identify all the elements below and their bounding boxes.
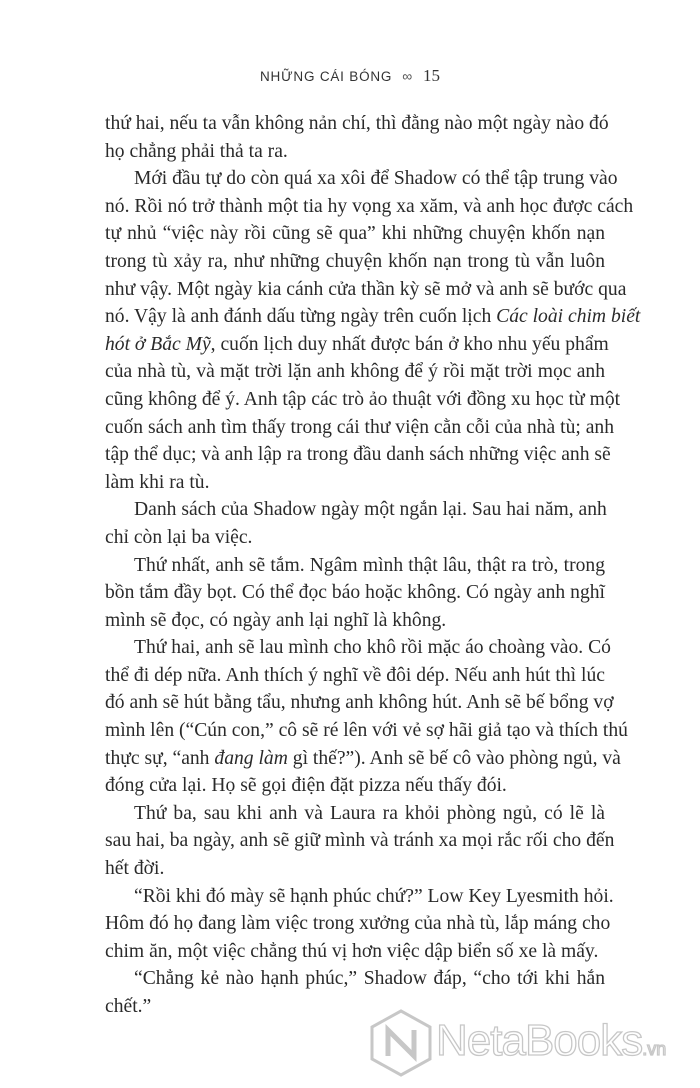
text-line: [105, 552, 605, 580]
text-segment: chim ăn, một việc chẳng thú vị hơn việc dập biển số xe là mấy.: [105, 940, 599, 962]
paragraph: [105, 110, 609, 165]
text-line: [105, 358, 605, 386]
text-line: [105, 772, 605, 800]
text-segment: nó. Vậy là anh đánh dấu từng ngày trên cuốn lịch: [105, 306, 497, 328]
text-line: [105, 634, 611, 662]
watermark-brand: NetaBooks: [436, 1016, 643, 1065]
text-segment: “Chẳng kẻ nào hạnh phúc,” Shadow đáp, “cho tới khi hắn: [134, 968, 605, 990]
text-segment: Thứ nhất, anh sẽ tắm. Ngâm mình thật lâu, thật ra trò, trong: [134, 554, 605, 576]
text-line: [105, 220, 605, 248]
paragraph: [105, 496, 605, 551]
text-line: [105, 827, 615, 855]
paragraph: [105, 552, 605, 635]
body-text: [105, 110, 641, 1021]
text-line: [105, 883, 614, 911]
text-line: [105, 193, 634, 221]
text-segment: tự nhủ “việc này rồi cũng sẽ qua” khi những chuyện khốn nạn: [105, 223, 605, 245]
page-number: 15: [423, 66, 441, 85]
text-line: [105, 607, 605, 635]
text-segment: sau hai, ba ngày, anh sẽ giữ mình và tránh xa mọi rắc rối cho đến: [105, 830, 615, 852]
watermark: [368, 1008, 698, 1078]
text-line: [105, 800, 605, 828]
text-line: [105, 469, 605, 497]
text-line: [105, 745, 621, 773]
text-segment: họ chẳng phải thả ta ra.: [105, 140, 288, 162]
chapter-title: NHỮNG CÁI BÓNG: [259, 69, 393, 84]
text-segment: đóng cửa lại. Họ sẽ gọi điện đặt pizza nếu thấy đói.: [105, 775, 507, 797]
text-segment: nó. Rồi nó trở thành một tia hy vọng xa xăm, và anh học được cách: [105, 195, 634, 217]
text-line: [105, 938, 605, 966]
text-segment: chết.”: [105, 996, 152, 1017]
text-segment: mình sẽ đọc, có ngày anh lại nghĩ là không.: [105, 609, 447, 631]
text-segment: của nhà tù, và mặt trời lặn anh không để ý rồi mặt trời mọc anh: [105, 361, 605, 383]
text-line: [105, 965, 605, 993]
text-line: [105, 496, 605, 524]
text-line: [105, 248, 605, 276]
italic-text: đang làm: [214, 747, 288, 769]
text-segment: , cuốn lịch duy nhất được bán ở kho nhu yếu phẩm: [210, 333, 609, 355]
text-segment: Danh sách của Shadow ngày một ngắn lại. Sau hai năm, anh: [134, 499, 607, 521]
text-segment: thể đi dép nữa. Anh thích ý nghĩ về đôi dép. Nếu anh hút thì lúc: [105, 664, 605, 686]
text-line: [105, 662, 605, 690]
text-segment: “Rồi khi đó mày sẽ hạnh phúc chứ?” Low Key Lyesmith hỏi.: [134, 885, 614, 907]
text-line: [105, 414, 615, 442]
paragraph: [105, 165, 641, 496]
text-segment: làm khi ra tù.: [105, 471, 210, 493]
running-header: [0, 66, 700, 86]
text-line: [105, 165, 618, 193]
text-segment: tập thể dục; và anh lập ra trong đầu danh sách những việc anh sẽ: [105, 444, 611, 466]
text-line: [105, 386, 621, 414]
text-segment: như vậy. Một ngày kia cánh cửa thần kỳ sẽ mở và anh sẽ bước qua: [105, 278, 627, 300]
text-line: [105, 441, 611, 469]
text-segment: thứ hai, nếu ta vẫn không nản chí, thì đằng nào một ngày nào đó: [105, 113, 609, 134]
text-line: [105, 910, 611, 938]
text-segment: Hôm đó họ đang làm việc trong xưởng của nhà tù, lắp máng cho: [105, 913, 611, 935]
text-line: [105, 855, 605, 883]
paragraph: [105, 634, 628, 800]
text-line: [105, 303, 641, 331]
text-segment: hết đời.: [105, 858, 165, 880]
text-segment: thực sự, “anh: [105, 747, 215, 769]
text-segment: đó anh sẽ hút bằng tẩu, nhưng anh không hút. Anh sẽ bế bổng vợ: [105, 692, 614, 714]
text-line: [105, 579, 605, 607]
text-segment: Thứ hai, anh sẽ lau mình cho khô rồi mặc áo choàng vào. Có: [134, 637, 611, 659]
text-segment: bồn tắm đầy bọt. Có thể đọc báo hoặc không. Có ngày anh nghĩ: [105, 582, 605, 604]
text-segment: trong tù xảy ra, như những chuyện khốn nạn trong tù vẫn luôn: [105, 250, 605, 272]
text-segment: cuốn sách anh tìm thấy trong cái thư viện cằn cỗi của nhà tù; anh: [105, 416, 615, 438]
text-segment: gì thế?”). Anh sẽ bế cô vào phòng ngủ, và: [287, 747, 621, 769]
netabooks-logo-icon: [368, 1008, 434, 1078]
paragraph: [105, 883, 614, 966]
text-line: [105, 689, 614, 717]
text-segment: Thứ ba, sau khi anh và Laura ra khỏi phòng ngủ, có lẽ là: [134, 802, 605, 824]
text-segment: Mới đầu tự do còn quá xa xôi để Shadow có thể tập trung vào: [134, 168, 618, 190]
italic-text: hót ở Bắc Mỹ: [105, 333, 211, 355]
text-line: [105, 717, 628, 745]
text-line: [105, 331, 609, 359]
text-segment: chỉ còn lại ba việc.: [105, 526, 253, 548]
italic-text: Các loài chim biết: [496, 306, 641, 328]
paragraph: [105, 800, 615, 883]
infinity-separator-icon: ∞: [402, 68, 414, 84]
watermark-domain: .vn: [642, 1039, 667, 1059]
text-segment: mình lên (“Cún con,” cô sẽ ré lên với vẻ sợ hãi giả tạo và thích thú: [105, 720, 628, 742]
text-line: [105, 110, 609, 138]
text-line: [105, 524, 605, 552]
text-line: [105, 276, 627, 304]
text-segment: cũng không để ý. Anh tập các trò ảo thuật với đồng xu học từ một: [105, 388, 621, 410]
text-line: [105, 138, 605, 166]
